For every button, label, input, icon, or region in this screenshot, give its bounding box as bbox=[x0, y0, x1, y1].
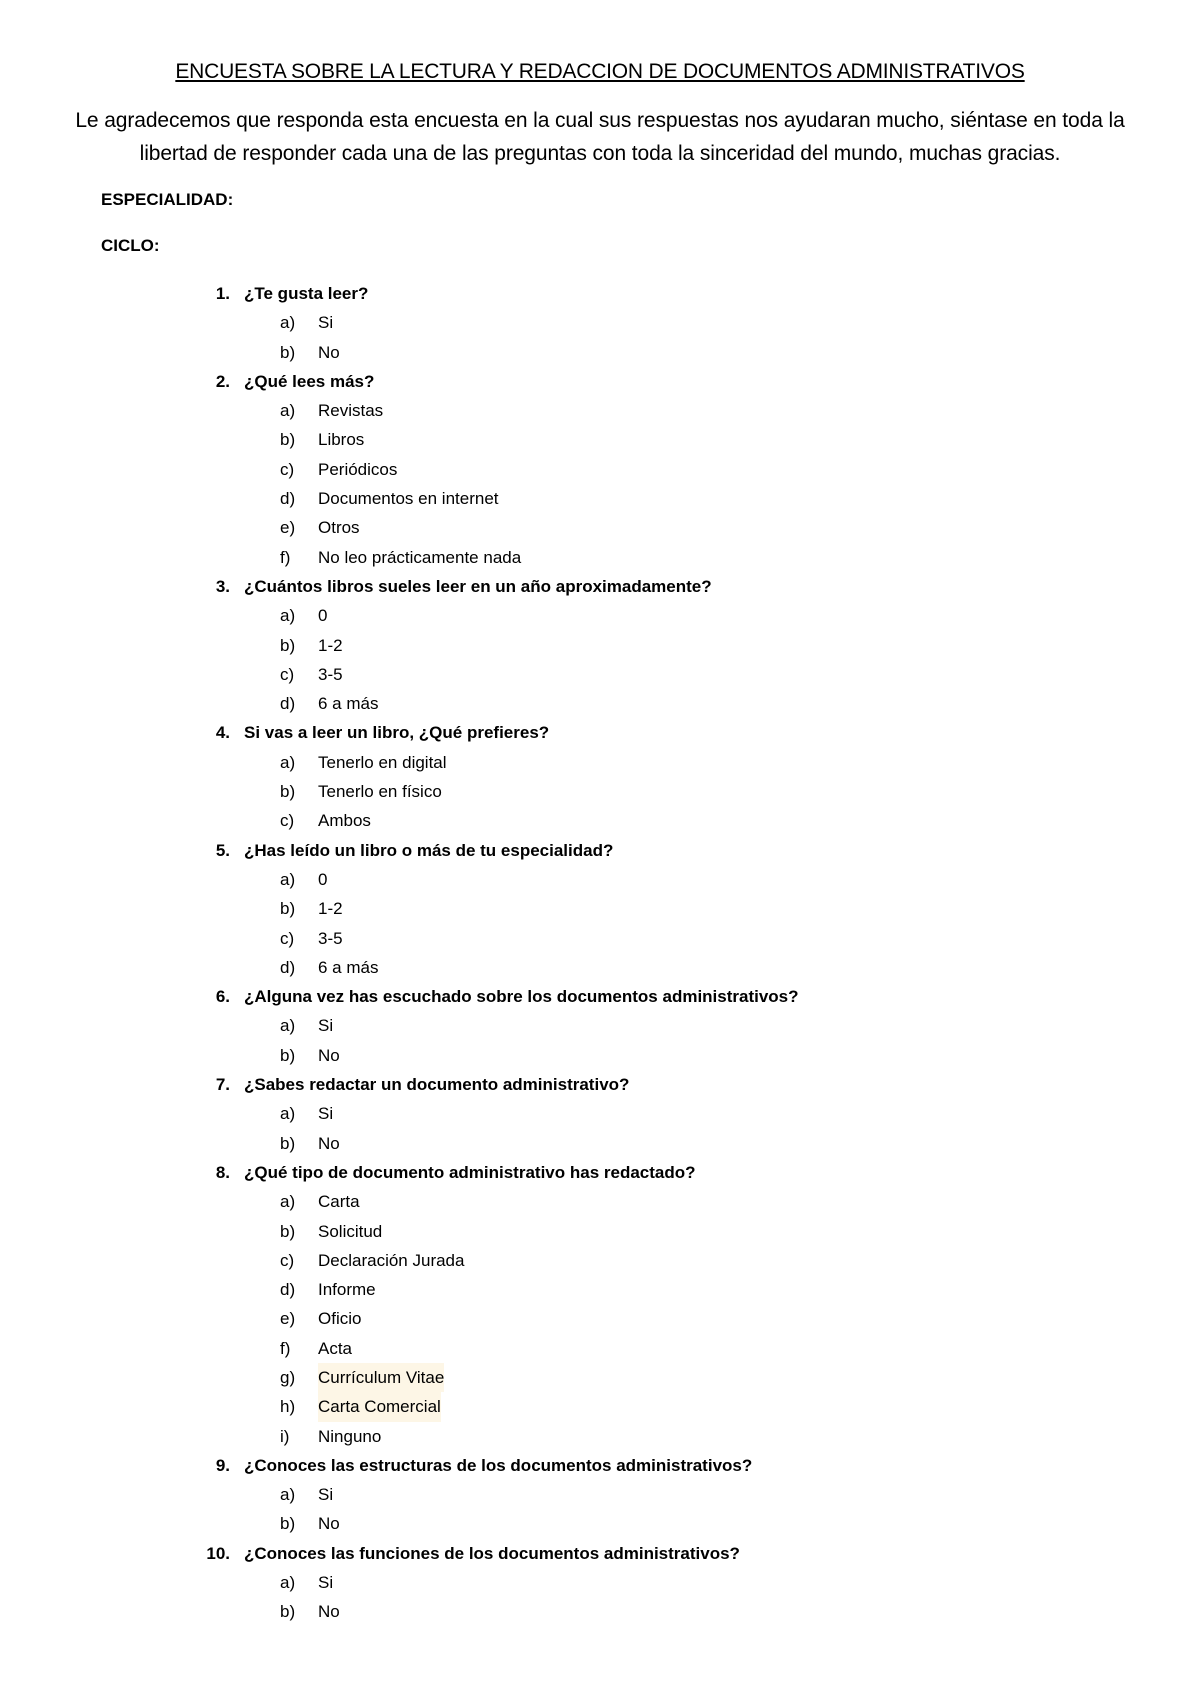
option-item bbox=[0, 1275, 1200, 1304]
option-item bbox=[0, 1011, 1200, 1040]
option-text: Oficio bbox=[318, 1309, 362, 1329]
option-letter: c) bbox=[280, 1250, 295, 1270]
option-item bbox=[0, 1129, 1200, 1158]
option-text: Solicitud bbox=[318, 1221, 383, 1241]
option-letter: a) bbox=[280, 606, 296, 626]
option-item bbox=[0, 1187, 1200, 1216]
field-especialidad: ESPECIALIDAD: bbox=[101, 190, 234, 209]
option-text: Si bbox=[318, 1104, 334, 1124]
option-letter: h) bbox=[280, 1397, 296, 1417]
option-text: Si bbox=[318, 1573, 334, 1593]
option-item bbox=[0, 1568, 1200, 1597]
option-item bbox=[0, 924, 1200, 953]
option-letter: a) bbox=[280, 1016, 296, 1036]
option-text: No bbox=[318, 1602, 340, 1622]
question-number: 4. bbox=[215, 723, 230, 743]
option-item bbox=[0, 689, 1200, 718]
question-8 bbox=[0, 1158, 1200, 1187]
question-10 bbox=[0, 1539, 1200, 1568]
option-item bbox=[0, 1099, 1200, 1128]
option-text: Tenerlo en digital bbox=[318, 752, 447, 772]
option-item bbox=[0, 660, 1200, 689]
document-title: ENCUESTA SOBRE LA LECTURA Y REDACCION DE DOCUMENTOS ADMINISTRATIVOS bbox=[175, 60, 1025, 83]
option-item bbox=[0, 425, 1200, 454]
option-text: Libros bbox=[318, 430, 365, 450]
option-letter: e) bbox=[280, 1309, 296, 1329]
field-ciclo: CICLO: bbox=[101, 236, 160, 255]
option-text: Acta bbox=[318, 1338, 353, 1358]
question-text: ¿Qué tipo de documento administrativo has redactado? bbox=[244, 1162, 696, 1182]
option-text: Si bbox=[318, 1016, 334, 1036]
option-text: No leo prácticamente nada bbox=[318, 547, 522, 567]
option-item bbox=[0, 806, 1200, 835]
option-text: No bbox=[318, 1133, 340, 1153]
option-text: 3-5 bbox=[318, 664, 343, 684]
option-text: Tenerlo en físico bbox=[318, 782, 442, 802]
question-3 bbox=[0, 572, 1200, 601]
option-letter: a) bbox=[280, 313, 296, 333]
option-letter: f) bbox=[280, 547, 291, 567]
question-text: Si vas a leer un libro, ¿Qué prefieres? bbox=[244, 723, 550, 743]
option-item bbox=[0, 308, 1200, 337]
question-number: 8. bbox=[215, 1162, 230, 1182]
option-letter: a) bbox=[280, 1485, 296, 1505]
option-text: Documentos en internet bbox=[318, 489, 499, 509]
option-item bbox=[0, 455, 1200, 484]
option-text: 0 bbox=[318, 606, 328, 626]
option-text: Informe bbox=[318, 1280, 376, 1300]
option-text: Si bbox=[318, 1485, 334, 1505]
option-letter: d) bbox=[280, 489, 296, 509]
question-text: ¿Cuántos libros sueles leer en un año aproximadamente? bbox=[244, 576, 712, 596]
question-text: ¿Conoces las funciones de los documentos administrativos? bbox=[244, 1543, 740, 1563]
question-text: ¿Has leído un libro o más de tu especialidad? bbox=[244, 840, 614, 860]
question-text: ¿Sabes redactar un documento administrativo? bbox=[244, 1075, 630, 1095]
question-number: 9. bbox=[215, 1455, 230, 1475]
option-letter: a) bbox=[280, 752, 296, 772]
question-text: ¿Alguna vez has escuchado sobre los documentos administrativos? bbox=[244, 987, 799, 1007]
question-number: 7. bbox=[215, 1075, 230, 1095]
option-text: 0 bbox=[318, 869, 328, 889]
option-letter: b) bbox=[280, 430, 296, 450]
option-item bbox=[0, 894, 1200, 923]
option-item bbox=[0, 865, 1200, 894]
intro-paragraph: Le agradecemos que responda esta encuesta en la cual sus respuestas nos ayudaran mucho, siéntase en toda la libertad de responder cada una de las preguntas con toda la sinceridad del mundo, muchas gracias. bbox=[75, 109, 1125, 165]
question-9 bbox=[0, 1451, 1200, 1480]
option-item bbox=[0, 748, 1200, 777]
option-letter: d) bbox=[280, 1280, 296, 1300]
option-letter: c) bbox=[280, 459, 295, 479]
option-letter: b) bbox=[280, 1045, 296, 1065]
option-text: No bbox=[318, 342, 340, 362]
option-text: 3-5 bbox=[318, 928, 343, 948]
option-letter: a) bbox=[280, 869, 296, 889]
option-item bbox=[0, 1509, 1200, 1538]
option-text: 6 a más bbox=[318, 957, 379, 977]
option-item bbox=[0, 1304, 1200, 1333]
question-4 bbox=[0, 718, 1200, 747]
question-text: ¿Qué lees más? bbox=[244, 371, 375, 391]
option-text: No bbox=[318, 1514, 340, 1534]
option-letter: e) bbox=[280, 518, 296, 538]
option-letter: b) bbox=[280, 899, 296, 919]
option-text: Carta bbox=[318, 1192, 360, 1212]
question-list bbox=[0, 279, 1200, 1627]
option-letter: b) bbox=[280, 1221, 296, 1241]
question-number: 1. bbox=[215, 284, 230, 303]
option-letter: f) bbox=[280, 1338, 291, 1358]
option-item bbox=[0, 953, 1200, 982]
option-item bbox=[0, 1480, 1200, 1509]
option-item bbox=[0, 338, 1200, 367]
option-text: Declaración Jurada bbox=[318, 1250, 465, 1270]
option-text: Ninguno bbox=[318, 1426, 382, 1446]
option-letter: d) bbox=[280, 957, 296, 977]
option-text: Currículum Vitae bbox=[318, 1363, 444, 1392]
option-letter: c) bbox=[280, 664, 295, 684]
option-text: Otros bbox=[318, 518, 360, 538]
option-item bbox=[0, 1597, 1200, 1626]
option-item bbox=[0, 601, 1200, 630]
option-item bbox=[0, 1334, 1200, 1363]
option-letter: d) bbox=[280, 694, 296, 714]
option-text: No bbox=[318, 1045, 340, 1065]
option-item bbox=[0, 513, 1200, 542]
option-letter: a) bbox=[280, 1104, 296, 1124]
option-item bbox=[0, 1392, 1200, 1421]
question-text: ¿Conoces las estructuras de los documentos administrativos? bbox=[244, 1455, 753, 1475]
option-letter: g) bbox=[280, 1367, 296, 1387]
option-item bbox=[0, 1217, 1200, 1246]
option-text: 6 a más bbox=[318, 694, 379, 714]
option-item bbox=[0, 543, 1200, 572]
option-text: 1-2 bbox=[318, 899, 343, 919]
option-item bbox=[0, 484, 1200, 513]
option-letter: a) bbox=[280, 1192, 296, 1212]
question-6 bbox=[0, 982, 1200, 1011]
option-item bbox=[0, 1246, 1200, 1275]
question-number: 3. bbox=[215, 576, 230, 596]
option-text: Carta Comercial bbox=[318, 1392, 441, 1421]
question-number: 6. bbox=[215, 987, 230, 1007]
option-letter: b) bbox=[280, 1602, 296, 1622]
question-number: 5. bbox=[215, 840, 230, 860]
question-7 bbox=[0, 1070, 1200, 1099]
option-letter: b) bbox=[280, 635, 296, 655]
option-item bbox=[0, 1363, 1200, 1392]
question-text: ¿Te gusta leer? bbox=[244, 284, 369, 303]
option-text: Si bbox=[318, 313, 334, 333]
option-letter: a) bbox=[280, 401, 296, 421]
option-item bbox=[0, 1422, 1200, 1451]
question-number: 10. bbox=[206, 1543, 230, 1563]
option-item bbox=[0, 1041, 1200, 1070]
question-5 bbox=[0, 836, 1200, 865]
option-letter: b) bbox=[280, 342, 296, 362]
option-letter: c) bbox=[280, 811, 295, 831]
option-item bbox=[0, 631, 1200, 660]
question-2 bbox=[0, 367, 1200, 396]
option-letter: i) bbox=[280, 1426, 290, 1446]
option-letter: b) bbox=[280, 1133, 296, 1153]
option-item bbox=[0, 777, 1200, 806]
option-letter: b) bbox=[280, 782, 296, 802]
option-letter: b) bbox=[280, 1514, 296, 1534]
option-text: 1-2 bbox=[318, 635, 343, 655]
option-text: Periódicos bbox=[318, 459, 398, 479]
option-item bbox=[0, 396, 1200, 425]
option-letter: a) bbox=[280, 1573, 296, 1593]
question-1 bbox=[0, 279, 1200, 308]
option-text: Revistas bbox=[318, 401, 384, 421]
option-letter: c) bbox=[280, 928, 295, 948]
question-number: 2. bbox=[215, 371, 230, 391]
option-text: Ambos bbox=[318, 811, 371, 831]
